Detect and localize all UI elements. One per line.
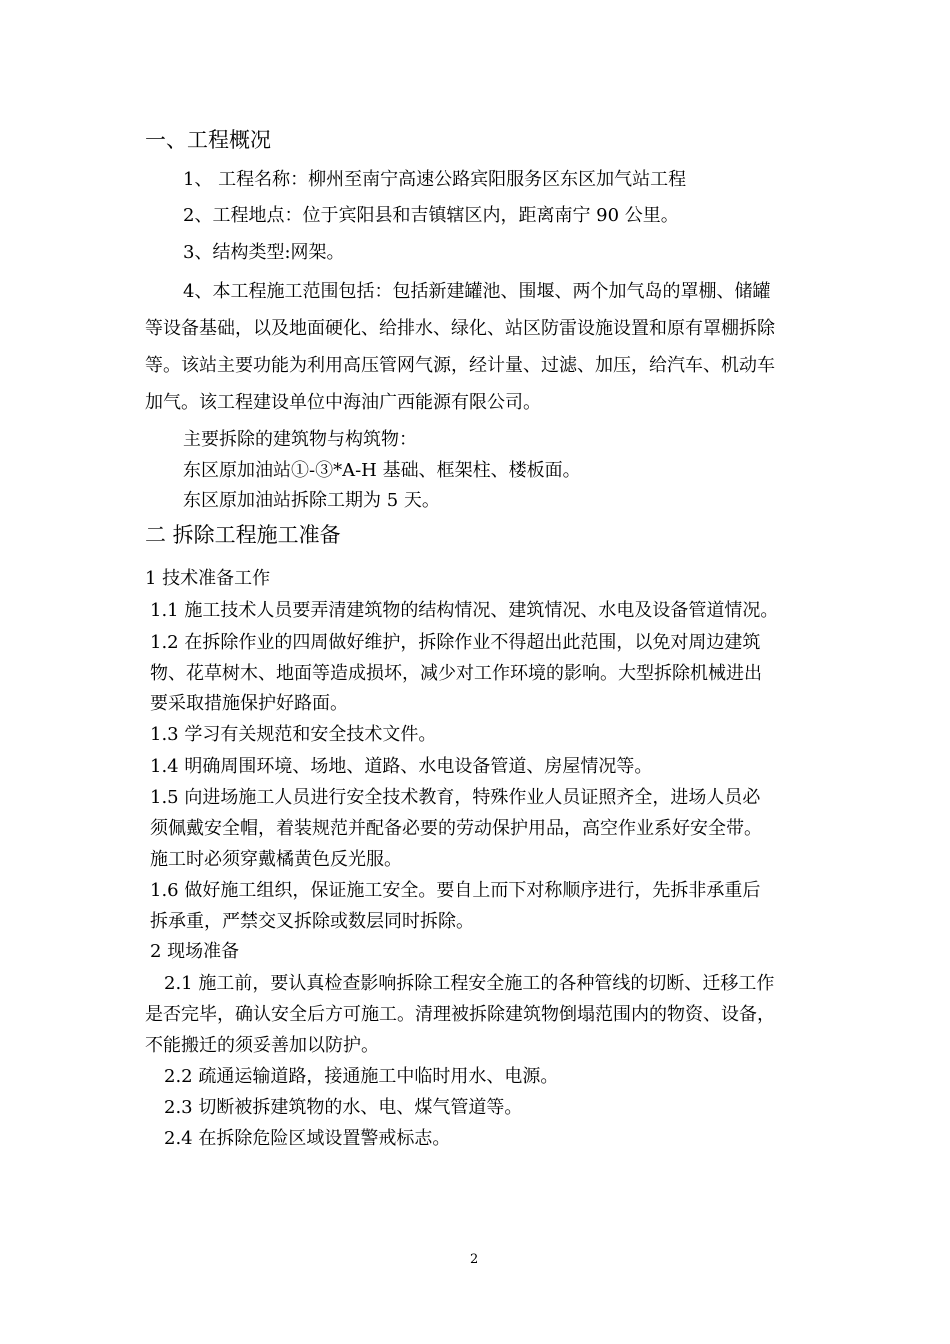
item-1-1: 1.1 施工技术人员要弄清建筑物的结构情况、建筑情况、水电及设备管道情况。 bbox=[150, 600, 779, 621]
demolition-item: 东区原加油站①-③*A-H 基础、框架柱、楼板面。 bbox=[183, 460, 581, 481]
scope-line-2: 等设备基础，以及地面硬化、给排水、绿化、站区防雷设施设置和原有罩棚拆除 bbox=[145, 318, 775, 339]
project-location: 2、工程地点：位于宾阳县和吉镇辖区内，距离南宁 90 公里。 bbox=[183, 205, 679, 226]
item-1-2-line-3: 要采取措施保护好路面。 bbox=[150, 693, 348, 714]
item-1-5-line-3: 施工时必须穿戴橘黄色反光服。 bbox=[150, 849, 402, 870]
item-1-2-line-1: 1.2 在拆除作业的四周做好维护，拆除作业不得超出此范围，以免对周边建筑 bbox=[150, 632, 761, 653]
tech-prep-title: 1 技术准备工作 bbox=[145, 568, 271, 589]
scope-line-1: 4、本工程施工范围包括：包括新建罐池、围堰、两个加气岛的罩棚、储罐 bbox=[183, 281, 771, 302]
scope-line-4: 加气。该工程建设单位中海油广西能源有限公司。 bbox=[145, 392, 541, 413]
item-2-2: 2.2 疏通运输道路，接通施工中临时用水、电源。 bbox=[164, 1066, 559, 1087]
demolition-period: 东区原加油站拆除工期为 5 天。 bbox=[183, 490, 440, 511]
item-1-6-line-2: 拆承重，严禁交叉拆除或数层同时拆除。 bbox=[150, 911, 474, 932]
project-name: 1、 工程名称：柳州至南宁高速公路宾阳服务区东区加气站工程 bbox=[183, 169, 687, 190]
item-1-4: 1.4 明确周围环境、场地、道路、水电设备管道、房屋情况等。 bbox=[150, 756, 653, 777]
site-prep-title: 2 现场准备 bbox=[150, 941, 240, 962]
section-heading-2: 二 拆除工程施工准备 bbox=[145, 523, 341, 547]
item-2-3: 2.3 切断被拆建筑物的水、电、煤气管道等。 bbox=[164, 1097, 523, 1118]
item-1-2-line-2: 物、花草树木、地面等造成损坏，减少对工作环境的影响。大型拆除机械进出 bbox=[150, 663, 762, 684]
item-2-4: 2.4 在拆除危险区域设置警戒标志。 bbox=[164, 1128, 451, 1149]
item-2-1-line-3: 不能搬迁的须妥善加以防护。 bbox=[145, 1035, 379, 1056]
structure-type: 3、结构类型:网架。 bbox=[183, 242, 345, 263]
scope-line-3: 等。该站主要功能为利用高压管网气源，经计量、过滤、加压，给汽车、机动车 bbox=[145, 355, 775, 376]
section-heading-1: 一、工程概况 bbox=[145, 128, 271, 152]
page-number: 2 bbox=[470, 1252, 479, 1267]
item-1-5-line-2: 须佩戴安全帽，着装规范并配备必要的劳动保护用品，高空作业系好安全带。 bbox=[150, 818, 762, 839]
demolition-title: 主要拆除的建筑物与构筑物： bbox=[183, 429, 417, 450]
item-1-6-line-1: 1.6 做好施工组织，保证施工安全。要自上而下对称顺序进行，先拆非承重后 bbox=[150, 880, 761, 901]
item-2-1-line-1: 2.1 施工前，要认真检查影响拆除工程安全施工的各种管线的切断、迁移工作 bbox=[164, 973, 775, 994]
item-1-5-line-1: 1.5 向进场施工人员进行安全技术教育，特殊作业人员证照齐全，进场人员必 bbox=[150, 787, 761, 808]
item-2-1-line-2: 是否完毕，确认安全后方可施工。清理被拆除建筑物倒塌范围内的物资、设备， bbox=[145, 1004, 775, 1025]
item-1-3: 1.3 学习有关规范和安全技术文件。 bbox=[150, 724, 437, 745]
